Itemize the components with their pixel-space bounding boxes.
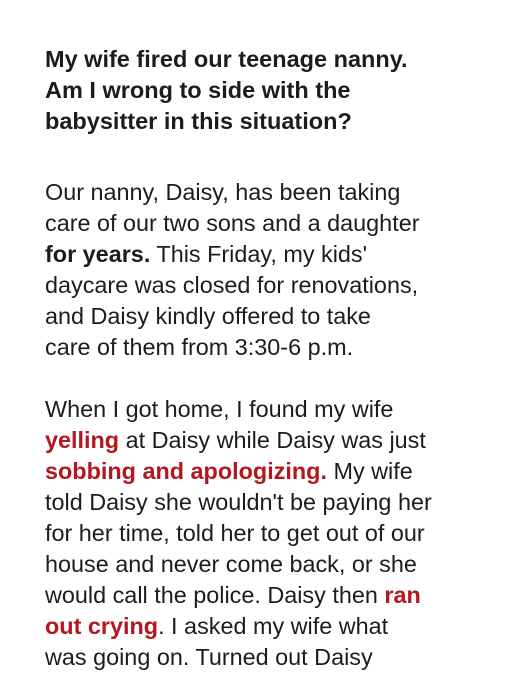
- text-line: When I got home, I found my wife: [45, 396, 394, 422]
- bold-phrase: for years.: [45, 241, 151, 267]
- text-fragment: at Daisy while Daisy was just: [119, 427, 426, 453]
- text-line: daycare was closed for renovations,: [45, 272, 419, 298]
- article: [45, 44, 490, 673]
- text-line: for her time, told her to get out of our: [45, 520, 425, 546]
- paragraph-intro: [45, 177, 490, 363]
- text-line: Our nanny, Daisy, has been taking: [45, 179, 401, 205]
- highlighted-phrase: yelling: [45, 427, 120, 453]
- paragraph-incident: [45, 394, 490, 673]
- headline-line: My wife fired our teenage nanny.: [45, 46, 408, 72]
- text-fragment: . I asked my wife what: [158, 613, 389, 639]
- highlighted-phrase: sobbing and apologizing.: [45, 458, 327, 484]
- text-line: was going on. Turned out Daisy: [45, 644, 373, 670]
- highlighted-phrase: out crying: [45, 613, 159, 639]
- highlighted-phrase: ran: [384, 582, 421, 608]
- text-line: told Daisy she wouldn't be paying her: [45, 489, 432, 515]
- text-fragment: My wife: [326, 458, 413, 484]
- text-line: care of them from 3:30-6 p.m.: [45, 334, 354, 360]
- headline-line: babysitter in this situation?: [45, 108, 352, 134]
- text-line: house and never come back, or she: [45, 551, 417, 577]
- article-headline: [45, 44, 490, 137]
- text-fragment: This Friday, my kids': [150, 241, 368, 267]
- text-line: and Daisy kindly offered to take: [45, 303, 371, 329]
- text-line: care of our two sons and a daughter: [45, 210, 420, 236]
- text-fragment: would call the police. Daisy then: [45, 582, 385, 608]
- headline-line: Am I wrong to side with the: [45, 77, 351, 103]
